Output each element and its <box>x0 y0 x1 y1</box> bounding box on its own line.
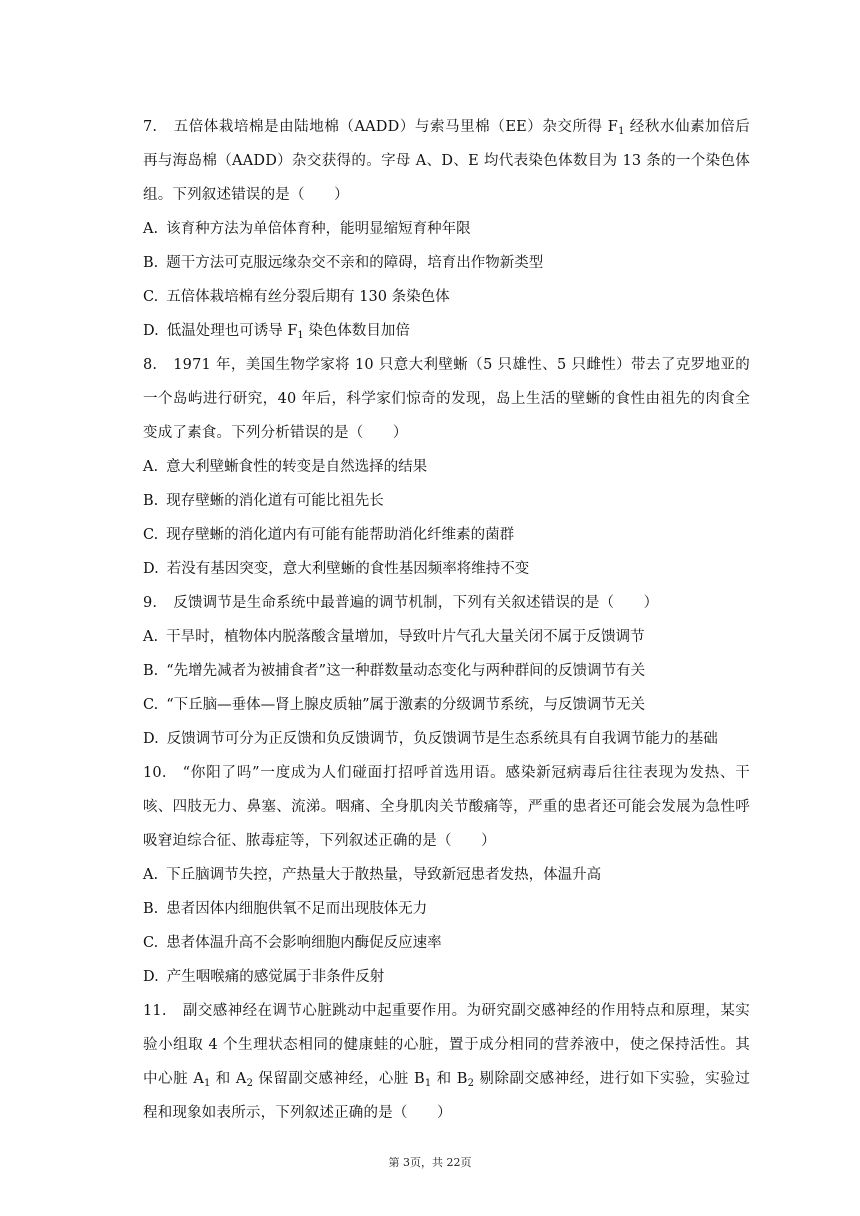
subscript: 1 <box>204 1078 211 1089</box>
option-letter: A. <box>143 221 159 237</box>
option-b[interactable] <box>143 892 750 926</box>
option-text: 染色体数目加倍 <box>303 323 410 339</box>
option-letter: D. <box>143 731 159 747</box>
option-text: 患者因体内细胞供氧不足而出现肢体无力 <box>166 901 428 917</box>
question-list <box>143 110 750 1130</box>
option-text: 题干方法可克服远缘杂交不亲和的障碍，培育出作物新类型 <box>166 255 544 271</box>
option-letter: D. <box>143 969 159 985</box>
question-10 <box>143 756 750 994</box>
option-letter: C. <box>143 935 159 951</box>
option-b[interactable] <box>143 484 750 518</box>
question-8 <box>143 348 750 586</box>
option-text: 反馈调节可分为正反馈和负反馈调节，负反馈调节是生态系统具有自我调节能力的基础 <box>166 731 718 747</box>
option-text: 患者体温升高不会影响细胞内酶促反应速率 <box>166 935 442 951</box>
option-letter: C. <box>143 697 159 713</box>
question-stem <box>143 994 750 1130</box>
question-7 <box>143 110 750 348</box>
page-footer: 第 3页，共 22页 <box>388 1156 472 1169</box>
question-number: 10. <box>143 765 167 781</box>
option-b[interactable] <box>143 246 750 280</box>
option-letter: A. <box>143 629 159 645</box>
option-text: 产生咽喉痛的感觉属于非条件反射 <box>166 969 385 985</box>
question-stem <box>143 348 750 450</box>
option-text: 若没有基因突变，意大利壁蜥的食性基因频率将维持不变 <box>166 561 530 577</box>
stem-text: “你阳了吗”一度成为人们碰面打招呼首选用语。感染新冠病毒后往往表现为发热、干咳、四肢无力、鼻塞、流涕。咽痛、全身肌肉关节酸痛等，严重的患者还可能会发展为急性呼吸窘迫综合征、脓毒症等，下列叙述正确的是（ ） <box>143 765 750 849</box>
option-a[interactable] <box>143 858 750 892</box>
option-c[interactable] <box>143 280 750 314</box>
option-letter: B. <box>143 901 159 917</box>
stem-text: 反馈调节是生命系统中最普遍的调节机制，下列有关叙述错误的是（ ） <box>173 595 659 611</box>
option-letter: A. <box>143 867 159 883</box>
option-text: 意大利壁蜥食性的转变是自然选择的结果 <box>166 459 428 475</box>
subscript: 1 <box>297 330 304 341</box>
option-text: 该育种方法为单倍体育种，能明显缩短育种年限 <box>166 221 471 237</box>
question-stem <box>143 586 750 620</box>
stem-text: 剔除副交感神经，进行如下实验，实验过程和现象如表所示，下列叙述正确的是（ ） <box>143 1071 750 1121</box>
subscript: 2 <box>467 1078 475 1089</box>
question-number: 11. <box>143 1003 167 1019</box>
option-text: “先增先减者为被捕食者”这一种群数量动态变化与两种群间的反馈调节有关 <box>166 663 646 679</box>
option-text: “下丘脑—垂体—肾上腺皮质轴”属于激素的分级调节系统，与反馈调节无关 <box>166 697 646 713</box>
option-c[interactable] <box>143 926 750 960</box>
option-a[interactable] <box>143 450 750 484</box>
option-text: 下丘脑调节失控，产热量大于散热量，导致新冠患者发热，体温升高 <box>166 867 602 883</box>
question-stem <box>143 110 750 212</box>
option-d[interactable] <box>143 960 750 994</box>
option-c[interactable] <box>143 518 750 552</box>
option-letter: B. <box>143 663 159 679</box>
option-letter: B. <box>143 493 159 509</box>
option-d[interactable] <box>143 722 750 756</box>
option-text: 现存壁蜥的消化道内有可能有能帮助消化纤维素的菌群 <box>166 527 515 543</box>
option-text: 低温处理也可诱导 F <box>166 323 298 339</box>
question-stem <box>143 756 750 858</box>
option-letter: B. <box>143 255 159 271</box>
option-b[interactable] <box>143 654 750 688</box>
option-text: 五倍体栽培棉有丝分裂后期有 130 条染色体 <box>166 289 450 305</box>
question-9 <box>143 586 750 756</box>
question-number: 8. <box>143 357 158 373</box>
option-d[interactable] <box>143 314 750 348</box>
subscript: 1 <box>424 1078 432 1089</box>
option-a[interactable] <box>143 212 750 246</box>
option-text: 干旱时，植物体内脱落酸含量增加，导致叶片气孔大量关闭不属于反馈调节 <box>166 629 645 645</box>
stem-text: 保留副交感神经，心脏 B <box>253 1071 425 1087</box>
question-11 <box>143 994 750 1130</box>
option-a[interactable] <box>143 620 750 654</box>
stem-text: 和 B <box>431 1071 468 1087</box>
option-c[interactable] <box>143 688 750 722</box>
option-letter: D. <box>143 561 159 577</box>
option-letter: C. <box>143 289 159 305</box>
option-letter: A. <box>143 459 159 475</box>
stem-text: 1971 年，美国生物学家将 10 只意大利壁蜥（5 只雄性、5 只雌性）带去了克罗地亚的一个岛屿进行研究，40 年后，科学家们惊奇的发现，岛上生活的壁蜥的食性由祖先的肉食全变成了素食。下列分析错误的是（ ） <box>143 357 750 441</box>
question-number: 7. <box>143 119 158 135</box>
option-d[interactable] <box>143 552 750 586</box>
question-number: 9. <box>143 595 158 611</box>
stem-text: 经秋水仙素加倍后再与海岛棉（AADD）杂交获得的。字母 A、D、E 均代表染色体数目为 13 条的一个染色体组。下列叙述错误的是（ ） <box>143 119 750 203</box>
subscript: 1 <box>618 126 625 137</box>
option-text: 现存壁蜥的消化道有可能比祖先长 <box>166 493 384 509</box>
option-letter: D. <box>143 323 159 339</box>
stem-text: 副交感神经在调节心脏跳动中起重要作用。为研究副交感神经的作用特点和原理，某实验小组取 4 个生理状态相同的健康蛙的心脏，置于成分相同的营养液中，使之保持活性。其中心脏 A <box>143 1003 750 1087</box>
option-letter: C. <box>143 527 159 543</box>
stem-text: 五倍体栽培棉是由陆地棉（AADD）与索马里棉（EE）杂交所得 F <box>173 119 619 135</box>
subscript: 2 <box>246 1078 254 1089</box>
stem-text: 和 A <box>210 1071 247 1087</box>
